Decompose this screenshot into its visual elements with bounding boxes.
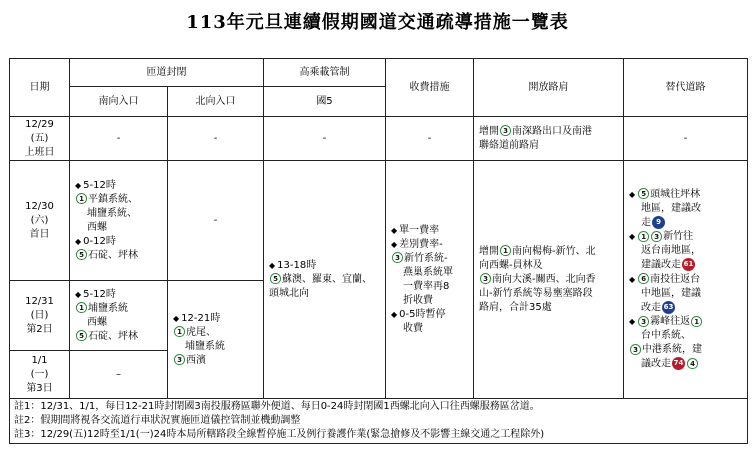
open-main: 增開 1 南向楊梅-新竹、北 向西螺-員林及 3 南向大溪-關西、北向香 山-新竹系統等易壅塞路段 路肩，合計35處: [474, 161, 624, 399]
route-badge-icon: 63: [662, 301, 675, 314]
north-1230: -: [168, 161, 264, 281]
south-1230: ◆ 5-12時 1 平鎮系統、 埔鹽系統、 西螺 ◆ 0-12時 5 石碇、坪林: [70, 161, 168, 281]
alt-main: ◆ 5 頭城往坪林 地區，建議改 走 9 ◆ 1 3 新竹往 返台南地區， 建議改走 61 ◆ 6 南投往返台 中地區，建議 改走 63 ◆ 3 霧峰往返 1 台中系統、 3 中港系統，建 議改走 74 4: [624, 161, 748, 399]
diamond-bullet-icon: ◆: [75, 236, 82, 246]
alt-1229: -: [624, 117, 748, 161]
freeway-shield-icon: 1: [174, 326, 185, 337]
freeway-shield-icon: 3: [392, 252, 403, 263]
note-1: 註1：12/31、1/1，每日12-21時封閉國3南投服務區聯外便道、每日0-24時封閉國1西螺北向入口往西螺服務區岔道。: [14, 401, 540, 412]
north-1231: ◆ 12-21時 1 虎尾、 埔鹽系統 3 西濱: [168, 281, 264, 399]
route-badge-icon: 61: [682, 258, 695, 271]
freeway-shield-icon: 1: [500, 245, 511, 256]
open-1229: 增開 3 南深路出口及南港 聯絡道前路肩: [474, 117, 624, 161]
header-open-routes: 開放路肩: [474, 59, 624, 117]
diamond-bullet-icon: ◆: [629, 317, 636, 326]
freeway-shield-icon: 3: [174, 354, 185, 365]
diamond-bullet-icon: ◆: [173, 313, 180, 323]
route-badge-icon: 9: [652, 216, 665, 229]
route-badge-icon: 74: [672, 357, 685, 370]
diamond-bullet-icon: ◆: [629, 189, 636, 199]
freeway-shield-icon: 5: [76, 330, 87, 341]
date-1230: 12/30 (六) 首日: [10, 161, 70, 281]
header-ramp-closure: 匝道封閉: [70, 59, 264, 87]
header-north-entry: 北向入口: [168, 87, 264, 117]
diamond-bullet-icon: ◆: [629, 232, 636, 241]
diamond-bullet-icon: ◆: [391, 239, 398, 249]
diamond-bullet-icon: ◆: [75, 180, 82, 190]
date-0101: 1/1 (一) 第3日: [10, 351, 70, 399]
hov-1229: -: [264, 117, 386, 161]
notes: [10, 399, 748, 444]
diamond-bullet-icon: ◆: [269, 260, 276, 270]
north-1229: -: [168, 117, 264, 161]
header-date: 日期: [10, 59, 70, 117]
diamond-bullet-icon: ◆: [629, 274, 636, 284]
note-3: 註3：12/29(五)12時至1/1(一)24時本局所轄路段全線暫停施工及例行養護作業(緊急搶修及不影響主線交通之工程除外): [14, 429, 545, 440]
header-hov: 高乘載管制: [264, 59, 386, 87]
date-1231: 12/31 (日) 第2日: [10, 281, 70, 351]
freeway-shield-icon: 5: [76, 249, 87, 260]
freeway-shield-icon: 6: [638, 273, 649, 284]
freeway-shield-icon: 5: [270, 273, 281, 284]
header-hov-sub: 國5: [264, 87, 386, 117]
freeway-shield-icon: 3: [651, 231, 662, 242]
freeway-shield-icon: 3: [630, 344, 641, 355]
note-2: 註2：假期間將視各交流道行車狀況實施匝道儀控管制並機動調整: [14, 415, 301, 426]
freeway-shield-icon: 1: [76, 302, 87, 313]
freeway-shield-icon: 5: [638, 188, 649, 199]
south-0101: –: [70, 351, 168, 399]
toll-1229: -: [386, 117, 474, 161]
freeway-shield-icon: 3: [638, 316, 649, 327]
freeway-shield-icon: 4: [687, 358, 698, 369]
freeway-shield-icon: 1: [638, 231, 649, 242]
header-south-entry: 南向入口: [70, 87, 168, 117]
header-toll: 收費措施: [386, 59, 474, 117]
freeway-shield-icon: 1: [76, 193, 87, 204]
freeway-shield-icon: 3: [500, 125, 511, 136]
freeway-shield-icon: 3: [480, 273, 491, 284]
date-1229: 12/29 (五) 上班日: [10, 117, 70, 161]
hov-1231: ◆ 13-18時 5 蘇澳、羅東、宜蘭、 頭城北向: [264, 161, 386, 399]
south-1231: ◆ 5-12時 1 埔鹽系統 西螺 5 石碇、坪林: [70, 281, 168, 351]
south-1229: -: [70, 117, 168, 161]
freeway-shield-icon: 1: [691, 316, 702, 327]
diamond-bullet-icon: ◆: [391, 225, 398, 235]
toll-main: ◆ 單一費率 ◆ 差別費率- 3 新竹系統- 燕巢系統單 一費率再8 折收費 ◆ 0-5時暫停 收費: [386, 161, 474, 399]
measures-table: [9, 58, 748, 444]
diamond-bullet-icon: ◆: [391, 309, 398, 319]
header-alt-roads: 替代道路: [624, 59, 748, 117]
page-title: 113年元旦連續假期國道交通疏導措施一覽表: [186, 12, 569, 33]
diamond-bullet-icon: ◆: [75, 289, 82, 299]
